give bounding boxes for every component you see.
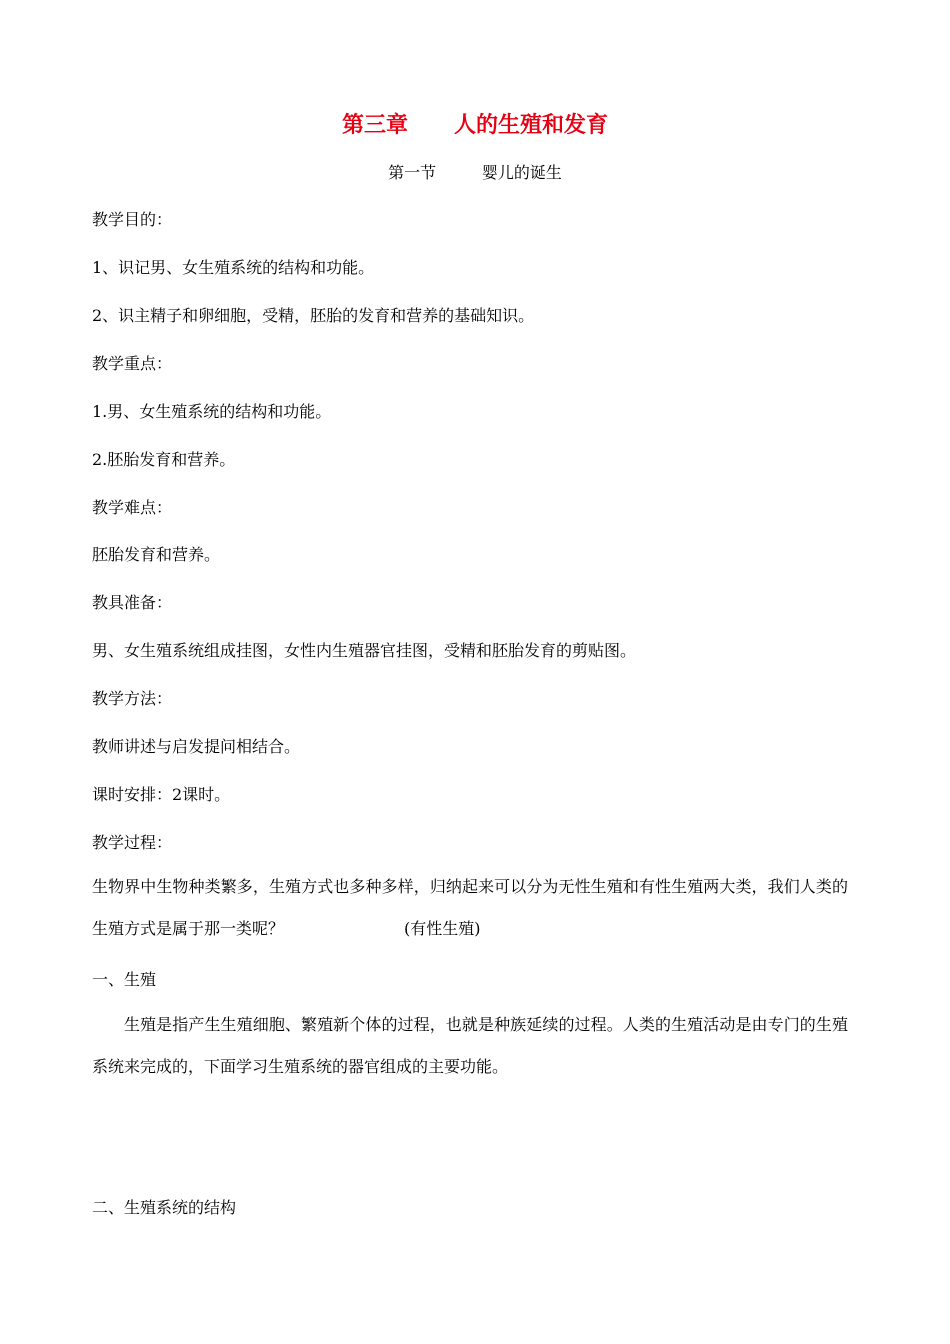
objectives-heading: 教学目的： <box>92 210 173 229</box>
difficulties-heading: 教学难点： <box>92 498 173 517</box>
chapter-title <box>0 108 950 139</box>
materials-heading: 教具准备： <box>92 593 173 612</box>
schedule-text: 课时安排：2课时。 <box>92 785 231 804</box>
section2-heading: 二、生殖系统的结构 <box>92 1198 237 1217</box>
objective-item-2: 2、识主精子和卵细胞，受精，胚胎的发育和营养的基础知识。 <box>92 306 535 325</box>
section1-paragraph: 生殖是指产生生殖细胞、繁殖新个体的过程，也就是种族延续的过程。人类的生殖活动是由专门的生殖系统来完成的，下面学习生殖系统的器官组成的主要功能。 <box>92 1015 848 1076</box>
methods-text: 教师讲述与启发提问相结合。 <box>92 737 301 756</box>
section-title <box>0 160 950 183</box>
difficulties-text: 胚胎发育和营养。 <box>92 545 221 564</box>
methods-heading: 教学方法： <box>92 689 173 708</box>
materials-text: 男、女生殖系统组成挂图，女性内生殖器官挂图，受精和胚胎发育的剪贴图。 <box>92 641 637 660</box>
chapter-name: 人的生殖和发育 <box>453 113 608 138</box>
key-points-heading: 教学重点： <box>92 354 173 373</box>
key-point-item-1: 1.男、女生殖系统的结构和功能。 <box>92 402 332 421</box>
objective-item-1: 1、识记男、女生殖系统的结构和功能。 <box>92 258 375 277</box>
chapter-number: 第三章 <box>342 113 409 138</box>
section-name: 婴儿的诞生 <box>481 163 562 182</box>
key-point-item-2: 2.胚胎发育和营养。 <box>92 450 236 469</box>
section1-heading: 一、生殖 <box>92 970 157 989</box>
process-answer: (有性生殖) <box>404 919 481 938</box>
process-heading: 教学过程： <box>92 833 173 852</box>
process-intro <box>92 866 848 950</box>
section-number: 第一节 <box>388 163 437 182</box>
process-intro-text: 生物界中生物种类繁多，生殖方式也多种多样，归纳起来可以分为无性生殖和有性生殖两大类，我们人类的生殖方式是属于那一类呢？ <box>92 877 848 938</box>
